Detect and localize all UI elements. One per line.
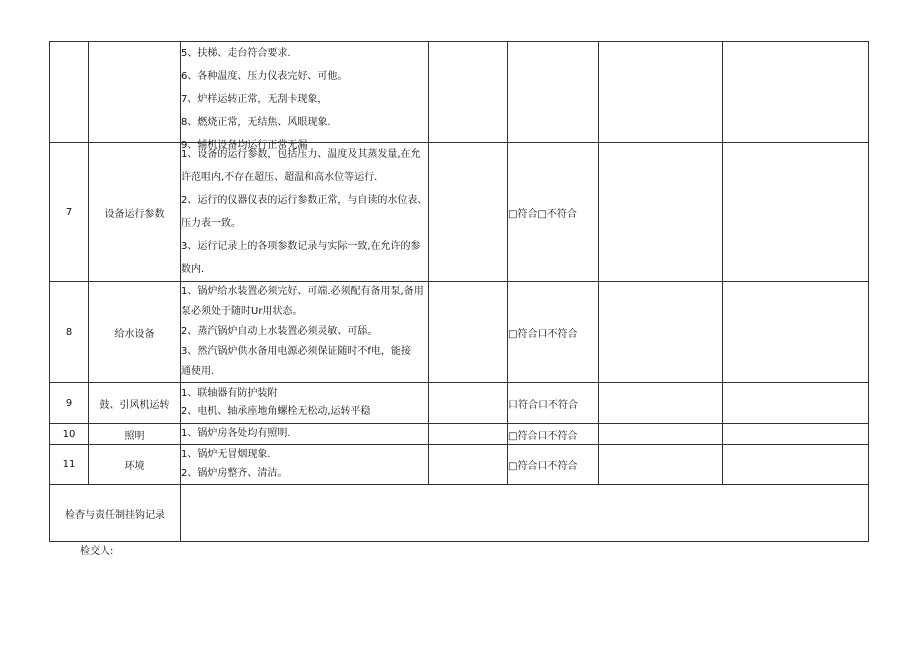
blank-cell xyxy=(429,282,508,383)
table-row xyxy=(50,143,869,282)
result-cell: □符合□不符合 xyxy=(508,143,599,282)
table-row xyxy=(50,445,869,485)
row-number: 8 xyxy=(50,282,89,383)
blank-cell xyxy=(723,282,869,383)
item-name: 鼓、引风机运转 xyxy=(89,383,181,424)
blank-cell xyxy=(599,424,723,445)
table-row xyxy=(50,42,869,143)
row-number xyxy=(50,42,89,143)
requirement-line: 6、各种温度、压力仪表完好、可他。 xyxy=(181,71,348,82)
blank-cell xyxy=(723,42,869,143)
blank-cell xyxy=(723,424,869,445)
result-cell: □符合口不符合 xyxy=(508,282,599,383)
blank-cell xyxy=(429,42,508,143)
blank-cell xyxy=(599,383,723,424)
table-row xyxy=(50,282,869,383)
requirements-cell xyxy=(181,143,429,282)
requirement-line: 2、蒸汽锅炉自动上水装置必须灵敏、可舔。 xyxy=(181,326,378,337)
blank-cell xyxy=(429,143,508,282)
requirement-line: 数内. xyxy=(181,264,205,275)
requirement-line: 1、锅炉房各处均有照明. xyxy=(181,427,291,439)
result-cell xyxy=(508,42,599,143)
blank-cell xyxy=(723,383,869,424)
requirement-line: 通使用. xyxy=(181,366,215,377)
requirement-line: 5、扶梯、走台符合要求. xyxy=(181,48,291,59)
item-name: 环境 xyxy=(89,445,181,485)
requirement-line: 7、炉样运转正常，无刮卡现象， xyxy=(181,94,328,105)
record-label: 检杳与责任制挂钩记录 xyxy=(50,485,181,542)
requirement-line: 泵必须处于随时Ur用状态。 xyxy=(181,306,303,317)
record-value xyxy=(181,485,869,542)
result-cell: □符合口不符合 xyxy=(508,445,599,485)
requirement-line: 2、运行的仪器仪表的运行参数正常，与自读的水位表、 xyxy=(181,195,428,206)
requirements-cell xyxy=(181,383,429,424)
blank-cell xyxy=(429,424,508,445)
row-number: 11 xyxy=(50,445,89,485)
result-cell: □符合口不符合 xyxy=(508,424,599,445)
requirement-line: 压力表一致。 xyxy=(181,218,241,229)
requirement-line: 1、联轴器有防护装附 xyxy=(181,387,278,399)
requirement-line: 9、辅机设备均运行正常无漏 xyxy=(181,140,308,151)
table-row xyxy=(50,383,869,424)
item-name: 设备运行参数 xyxy=(89,143,181,282)
requirement-line: 3、然汽锅炉供水备用电源必须保证随时不f电，能接 xyxy=(181,346,411,357)
item-name: 照明 xyxy=(89,424,181,445)
blank-cell xyxy=(723,143,869,282)
inspector-signature-label: 检交人: xyxy=(80,546,114,557)
blank-cell xyxy=(599,282,723,383)
requirement-line: 1、设备的运行参数，包括压力、温度及其蒸发量,在允 xyxy=(181,149,421,160)
row-number: 7 xyxy=(50,143,89,282)
blank-cell xyxy=(599,42,723,143)
blank-cell xyxy=(599,445,723,485)
requirement-line: 2、电机、轴承座地角螺栓无松动,运转平稳 xyxy=(181,406,371,417)
requirements-cell xyxy=(181,445,429,485)
row-number: 9 xyxy=(50,383,89,424)
requirements-cell xyxy=(181,282,429,383)
requirement-line: 1、锅炉给水装置必须完好、可端.必须配有备用泵,备用 xyxy=(181,286,424,297)
blank-cell xyxy=(599,143,723,282)
table-row xyxy=(50,485,869,542)
table-row xyxy=(50,424,869,445)
requirement-line: 1、锅炉无冒烟现象. xyxy=(181,449,271,460)
blank-cell xyxy=(429,445,508,485)
inspection-table xyxy=(49,41,869,542)
requirement-line: 2、锅炉房整齐、清洁。 xyxy=(181,467,288,479)
requirements-cell xyxy=(181,424,429,445)
requirement-line: 许范咀内,不存在超压、超温和高水位等运行. xyxy=(181,172,378,183)
requirement-line: 8、燃烧正常，无结焦、风眼现象. xyxy=(181,117,331,128)
item-name: 给水设备 xyxy=(89,282,181,383)
requirement-line: 3、运行记录上的各项参数记录与实际一致,在允许的参 xyxy=(181,241,421,252)
blank-cell xyxy=(429,383,508,424)
row-number: 10 xyxy=(50,424,89,445)
result-cell: 口符合口不符合 xyxy=(508,383,599,424)
requirements-cell xyxy=(181,42,429,151)
blank-cell xyxy=(723,445,869,485)
item-name xyxy=(89,42,181,143)
